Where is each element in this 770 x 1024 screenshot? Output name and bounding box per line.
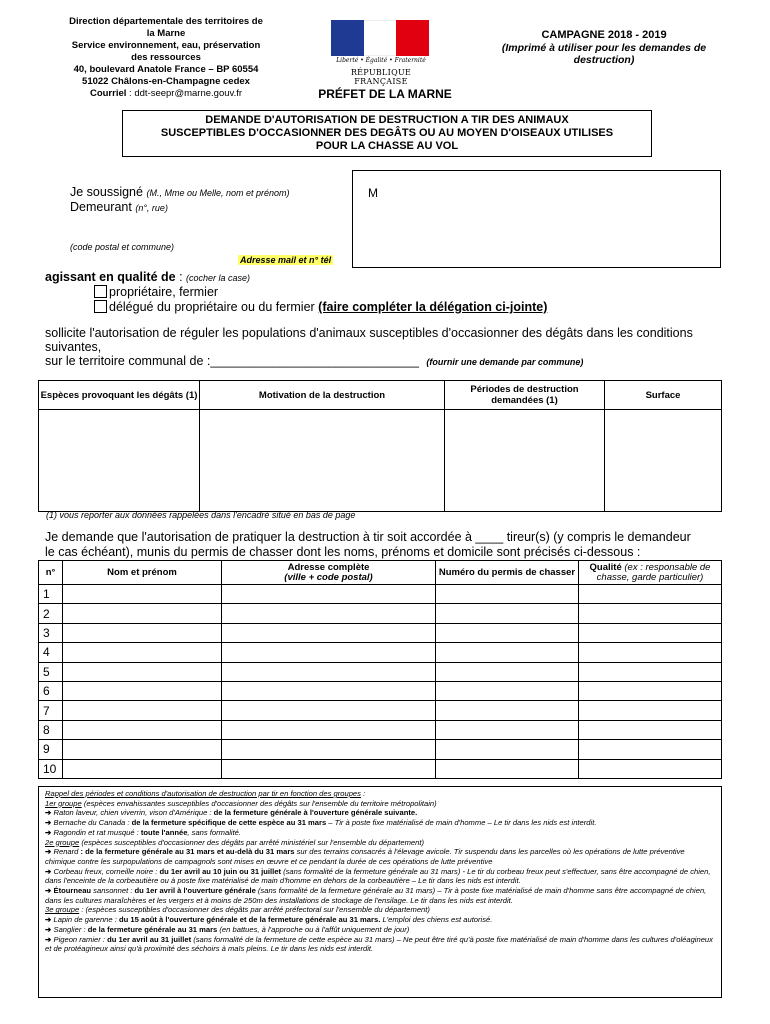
col-surface: Surface — [605, 381, 722, 410]
group-2-label: 2e groupe — [45, 837, 80, 847]
cell-nom[interactable] — [63, 662, 222, 681]
recap-item — [45, 808, 715, 818]
recap-item-period: du 1er avril au 10 juin ou 31 juillet — [159, 866, 281, 876]
row-number: 9 — [39, 740, 63, 759]
demeurant-row — [70, 200, 168, 214]
col-especes: Espèces provoquant les dégâts (1) — [39, 381, 200, 410]
cell-motivation[interactable] — [200, 410, 445, 512]
cell-surface[interactable] — [605, 410, 722, 512]
recap-item — [45, 886, 715, 905]
territoire-row — [45, 354, 583, 368]
recap-title-line — [45, 789, 715, 799]
cell-nom[interactable] — [63, 623, 222, 642]
table-row — [39, 604, 722, 623]
tireurs-table — [38, 560, 722, 779]
group-2-line — [45, 838, 715, 848]
table-footnote: (1) vous reporter aux données rappelées dans l'encadré situé en bas de page — [46, 510, 356, 520]
row-number: 5 — [39, 662, 63, 681]
col-adresse-sub: (ville + code postal) — [284, 571, 373, 583]
row-number: 10 — [39, 759, 63, 778]
cell-qualite[interactable] — [579, 759, 722, 778]
delegation-link[interactable]: (faire compléter la délégation ci-jointe) — [318, 300, 548, 314]
cell-nom[interactable] — [63, 585, 222, 604]
address-line: 40, boulevard Anatole France – BP 60554 — [73, 64, 259, 75]
cell-nom[interactable] — [63, 701, 222, 720]
territoire-field[interactable]: sur le territoire communal de :______________________________ — [45, 354, 419, 368]
administration-address — [40, 16, 292, 100]
arrow-icon: ➔ — [45, 934, 52, 944]
recap-item — [45, 818, 715, 828]
row-number: 8 — [39, 720, 63, 739]
demeurant-hint: (n°, rue) — [135, 203, 168, 213]
arrow-icon: ➔ — [45, 886, 52, 896]
form-title-box — [122, 110, 652, 157]
group-2-desc: (espèces susceptibles d'occasionner des dégâts par arrêté ministériel sur l'ensemble du département) — [79, 837, 424, 847]
tireurs-line: Je demande que l'autorisation de pratiquer la destruction à tir soit accordée à ____ tireur(s) (y compris le demandeur — [45, 530, 691, 544]
cell-especes[interactable] — [39, 410, 200, 512]
cell-permis[interactable] — [436, 759, 579, 778]
prefet-title: PRÉFET DE LA MARNE — [318, 87, 452, 101]
form-title-line: POUR LA CHASSE AU VOL — [315, 140, 459, 152]
recap-item-text: Renard — [53, 847, 79, 857]
tireurs-line: le cas échéant), munis du permis de chasser dont les noms, prénoms et domicile sont précisés ci-dessous : — [45, 545, 641, 559]
cell-adresse[interactable] — [222, 740, 436, 759]
cell-permis[interactable] — [436, 720, 579, 739]
option-proprietaire-label: propriétaire, fermier — [109, 285, 219, 299]
republique-logo — [325, 18, 437, 86]
col-periodes: Périodes de destruction demandées (1) — [445, 381, 605, 410]
recap-title-tail: : — [360, 789, 366, 798]
cell-adresse[interactable] — [222, 681, 436, 700]
qualite-row: agissant en qualité de : (cocher la case) — [45, 270, 251, 284]
recap-item-period: de la fermeture générale au 31 mars — [87, 924, 218, 934]
cell-nom[interactable] — [63, 720, 222, 739]
row-number: 3 — [39, 623, 63, 642]
col-numero: n° — [39, 561, 63, 585]
recap-item-text: Raton laveur, chien viverrin, vison d'Amérique : — [53, 808, 214, 818]
option-proprietaire[interactable] — [94, 285, 218, 299]
sollicite-line: suivantes, — [45, 340, 102, 354]
recap-item-text: Étourneau — [53, 886, 92, 896]
courriel-line — [40, 88, 292, 100]
row-number: 1 — [39, 585, 63, 604]
je-soussigne-hint: (M., Mme ou Melle, nom et prénom) — [146, 188, 290, 198]
group-3-desc: : (espèces susceptibles d'occasionner des dégâts par arrêté préfectoral sur l'ensemble du département) — [79, 905, 430, 915]
col-motivation: Motivation de la destruction — [200, 381, 445, 410]
qualite-hint: (cocher la case) — [186, 273, 251, 283]
cell-permis[interactable] — [436, 740, 579, 759]
recap-item-text: sansonnet : — [91, 886, 135, 896]
table-row — [39, 759, 722, 778]
arrow-icon: ➔ — [45, 866, 52, 876]
table-row — [39, 681, 722, 700]
logo-motto: Liberté • Égalité • Fraternité — [336, 57, 426, 64]
courriel-value: : ddt-seepr@marne.gouv.fr — [126, 88, 243, 99]
recap-item — [45, 828, 715, 838]
je-soussigne-row — [70, 185, 290, 199]
recap-item-text: (en battues, à l'approche ou à l'affût uniquement de jour) — [217, 924, 410, 934]
courriel-label: Courriel — [89, 88, 127, 99]
identity-input-box[interactable] — [352, 170, 721, 268]
campagne-subtitle: (Imprimé à utiliser pour les demandes de destruction) — [501, 42, 707, 66]
cell-adresse[interactable] — [222, 662, 436, 681]
cell-periodes[interactable] — [445, 410, 605, 512]
recap-item-text: sur des terrains consacrés à l'élevage avicole. Tir suspendu dans les parcelles où les opérations de lutte préventive chimique contre les surpopulations de campagnols sont mises en œuvre et ce pendant la durée de ces opérations de lutte préventive — [45, 847, 685, 866]
table-row — [39, 701, 722, 720]
table-row — [39, 740, 722, 759]
address-line: des ressources — [131, 52, 201, 63]
col-nom: Nom et prénom — [63, 561, 222, 585]
row-number: 6 — [39, 681, 63, 700]
recap-item — [45, 915, 715, 925]
cell-nom[interactable] — [63, 643, 222, 662]
cell-nom[interactable] — [63, 759, 222, 778]
address-line: la Marne — [146, 28, 186, 39]
arrow-icon: ➔ — [45, 847, 52, 857]
recap-item-text: – Tir à poste fixe matérialisé de main d'homme – Le tir dans les nids est interdit. — [326, 818, 597, 828]
option-delegue-label: délégué du propriétaire ou du fermier — [109, 300, 315, 314]
recap-item-period: du 1er avril au 31 juillet — [107, 934, 192, 944]
recap-item-text: (sans formalité de la fermeture générale au 31 mars) – Tir à poste fixe matérialisé de main d'homme sans être accompagné de chien, dans les cultures maraîchères et les vergers et à moins de 250m des installations de stockage de l'ensilage. Le tir dans les nids est interdit. — [45, 886, 707, 905]
cell-permis[interactable] — [436, 701, 579, 720]
table-row — [39, 720, 722, 739]
cell-permis[interactable] — [436, 662, 579, 681]
recap-title: Rappel des périodes et conditions d'autorisation de destruction par tir en fonction des groupes — [45, 789, 361, 798]
cell-qualite[interactable] — [579, 623, 722, 642]
cell-adresse[interactable] — [222, 585, 436, 604]
row-number: 7 — [39, 701, 63, 720]
cell-nom[interactable] — [63, 740, 222, 759]
cell-qualite[interactable] — [579, 662, 722, 681]
cell-adresse[interactable] — [222, 623, 436, 642]
campagne-title: CAMPAGNE 2018 - 2019 — [541, 29, 667, 41]
recap-item-text: L'emploi des chiens est autorisé. — [380, 915, 493, 925]
address-line: 51022 Châlons-en-Champagne cedex — [82, 76, 250, 87]
form-title-line: DEMANDE D'AUTORISATION DE DESTRUCTION A TIR DES ANIMAUX — [205, 114, 569, 126]
col-qualite-label: Qualité — [589, 561, 622, 573]
recap-item-text: (sans formalité de la fermeture générale au 31 mars) - Le tir du corbeau freux peut s'effectuer, sans être accompagné de chien, dans l'enceinte de la corbeautière ou à poste fixe matérialisé de main d'homme en dehors de la corbeautière – Le tir dans les nids est interdit. — [45, 866, 711, 886]
recap-item-text: , sans formalité. — [187, 827, 242, 837]
recap-item — [45, 925, 715, 935]
recap-item — [45, 847, 715, 866]
arrow-icon: ➔ — [45, 827, 52, 837]
recap-item-period: de la fermeture générale à l'ouverture générale suivante. — [213, 808, 418, 818]
cell-adresse[interactable] — [222, 701, 436, 720]
table-row — [39, 623, 722, 642]
cell-adresse[interactable] — [222, 759, 436, 778]
arrow-icon: ➔ — [45, 818, 52, 828]
table-row — [39, 662, 722, 681]
recap-item-period: toute l'année — [140, 827, 188, 837]
address-line: Direction départementale des territoires de — [69, 16, 263, 27]
col-qualite-sub: (ex : responsable de chasse, garde particulier) — [596, 561, 711, 583]
cell-qualite[interactable] — [579, 585, 722, 604]
cell-permis[interactable] — [436, 681, 579, 700]
postal-hint: (code postal et commune) — [70, 242, 175, 252]
group-3-line — [45, 905, 715, 915]
recap-item-text: Ragondin et rat musqué : — [53, 827, 141, 837]
territoire-hint: (fournir une demande par commune) — [426, 357, 584, 367]
logo-republique: RÉPUBLIQUE FRANÇAISE — [350, 68, 412, 86]
cell-permis[interactable] — [436, 585, 579, 604]
sollicite-line: sollicite l'autorisation de réguler les populations d'animaux susceptibles d'occasionner des dégâts dans les conditions — [45, 326, 693, 340]
cell-permis[interactable] — [436, 604, 579, 623]
option-delegue[interactable] — [94, 300, 547, 314]
row-number: 2 — [39, 604, 63, 623]
cell-qualite[interactable] — [579, 720, 722, 739]
table-row — [39, 585, 722, 604]
cell-permis[interactable] — [436, 643, 579, 662]
cell-adresse[interactable] — [222, 720, 436, 739]
group-1-label: 1er groupe — [45, 798, 82, 808]
mail-phone-label: Adresse mail et n° tél — [240, 255, 332, 265]
cell-qualite[interactable] — [579, 740, 722, 759]
qualite-label: agissant en qualité de — [45, 270, 176, 284]
group-1-desc: (espèces envahissantes susceptibles d'occasionner des dégâts sur l'ensemble du territoire métropolitain) — [81, 798, 437, 808]
checkbox-delegue[interactable] — [94, 300, 107, 313]
form-title-line: SUSCEPTIBLES D'OCCASIONNER DES DEGÂTS OU AU MOYEN D'OISEAUX UTILISES — [160, 127, 614, 139]
arrow-icon: ➔ — [45, 915, 52, 925]
recap-item — [45, 935, 715, 954]
cell-qualite[interactable] — [579, 681, 722, 700]
destruction-table — [38, 380, 722, 512]
cell-adresse[interactable] — [222, 604, 436, 623]
je-soussigne-label: Je soussigné — [70, 185, 143, 199]
cell-nom[interactable] — [63, 681, 222, 700]
recap-item-text: Pigeon ramier : — [53, 934, 108, 944]
group-3-label: 3e groupe — [45, 905, 80, 915]
cell-adresse[interactable] — [222, 643, 436, 662]
group-1-line — [45, 799, 715, 809]
recap-item-period: du 15 août à l'ouverture générale et de la fermeture générale au 31 mars. — [118, 915, 381, 925]
row-number: 4 — [39, 643, 63, 662]
sollicite-paragraph — [45, 326, 735, 354]
identity-box-value: M — [368, 186, 378, 200]
recap-item-text: Lapin de garenne : — [53, 915, 119, 925]
flag-icon — [331, 20, 429, 56]
recap-item-period: du 1er avril à l'ouverture générale — [134, 886, 256, 896]
recap-item-period: de la fermeture spécifique de cette espèce au 31 mars — [131, 818, 327, 828]
cell-qualite[interactable] — [579, 701, 722, 720]
address-line: Service environnement, eau, préservation — [71, 40, 261, 51]
col-adresse — [222, 561, 436, 585]
cell-qualite[interactable] — [579, 604, 722, 623]
recap-item-text: Corbeau freux, corneille noire : — [53, 866, 160, 876]
recap-item-text: Sanglier : — [53, 924, 88, 934]
col-qualite — [579, 561, 722, 585]
table-row — [39, 643, 722, 662]
cell-nom[interactable] — [63, 604, 222, 623]
arrow-icon: ➔ — [45, 924, 52, 934]
recap-item — [45, 867, 715, 886]
tireurs-paragraph — [45, 530, 735, 560]
arrow-icon: ➔ — [45, 808, 52, 818]
recap-box — [38, 786, 722, 998]
col-permis: Numéro du permis de chasser — [436, 561, 579, 585]
recap-item-text: Bernache du Canada : — [53, 818, 132, 828]
cell-permis[interactable] — [436, 623, 579, 642]
campagne-block — [484, 29, 724, 66]
recap-item-text: (sans formalité de la fermeture de cette espèce au 31 mars) – Ne peut être tiré qu'à poste fixe matérialisé de main d'homme dans les cultures d'oléagineux et de protéagineux ainsi qu'à proximité des séchoirs à maïs pleins. Le tir dans les nids est interdit. — [45, 934, 713, 954]
recap-item-period: : de la fermeture générale au 31 mars et au-delà du 31 mars — [78, 847, 295, 857]
demeurant-label: Demeurant — [70, 200, 132, 214]
col-adresse-label: Adresse complète — [287, 561, 370, 573]
checkbox-proprietaire[interactable] — [94, 285, 107, 298]
cell-qualite[interactable] — [579, 643, 722, 662]
